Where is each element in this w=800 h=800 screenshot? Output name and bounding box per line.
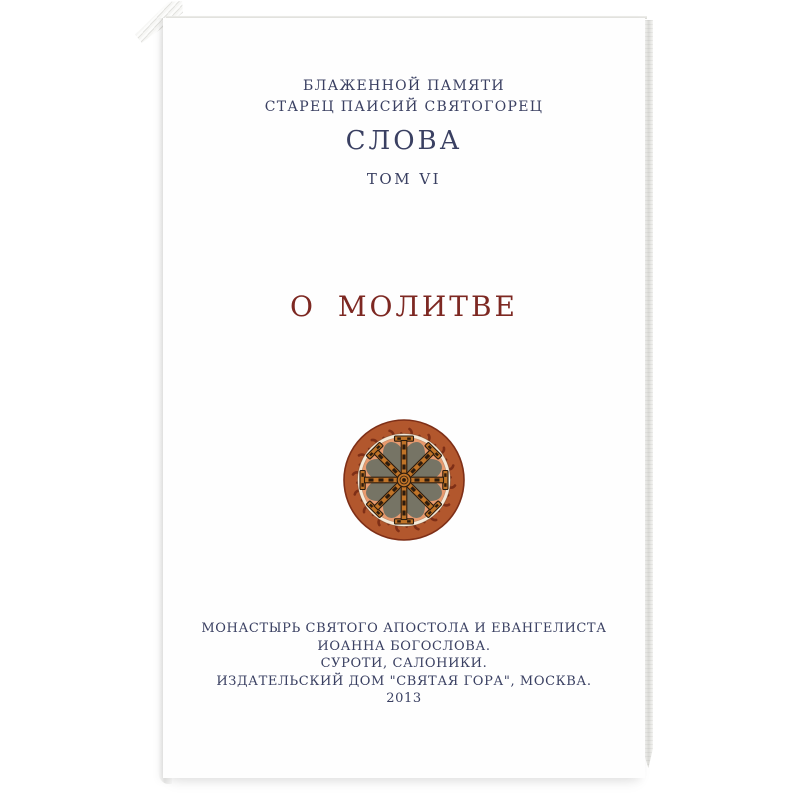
monastery-emblem-icon: [342, 418, 466, 542]
imprint-line-2: ИОАННА БОГОСЛОВА.: [317, 638, 491, 654]
memorial-header: [163, 76, 645, 118]
book-front-cover: [163, 18, 645, 778]
imprint-line-5: 2013: [386, 691, 422, 706]
book-title: О МОЛИТВЕ: [290, 290, 518, 323]
wheel-cross-medallion-icon: [342, 418, 466, 542]
imprint-line-3: СУРОТИ, САЛОНИКИ.: [320, 656, 488, 671]
imprint-line-4: ИЗДАТЕЛЬСКИЙ ДОМ "СВЯТАЯ ГОРА", МОСКВА.: [216, 673, 592, 689]
memorial-line-1: БЛАЖЕННОЙ ПАМЯТИ: [303, 78, 505, 94]
memorial-line-2: СТАРЕЦ ПАИСИЙ СВЯТОГОРЕЦ: [264, 99, 544, 115]
imprint-line-1: МОНАСТЫРЬ СВЯТОГО АПОСТОЛА И ЕВАНГЕЛИСТА: [201, 621, 607, 636]
book-page-block-edge: [645, 20, 653, 768]
imprint: [163, 620, 645, 708]
volume-label: ТОМ VI: [366, 170, 442, 188]
series-title: СЛОВА: [345, 126, 463, 156]
